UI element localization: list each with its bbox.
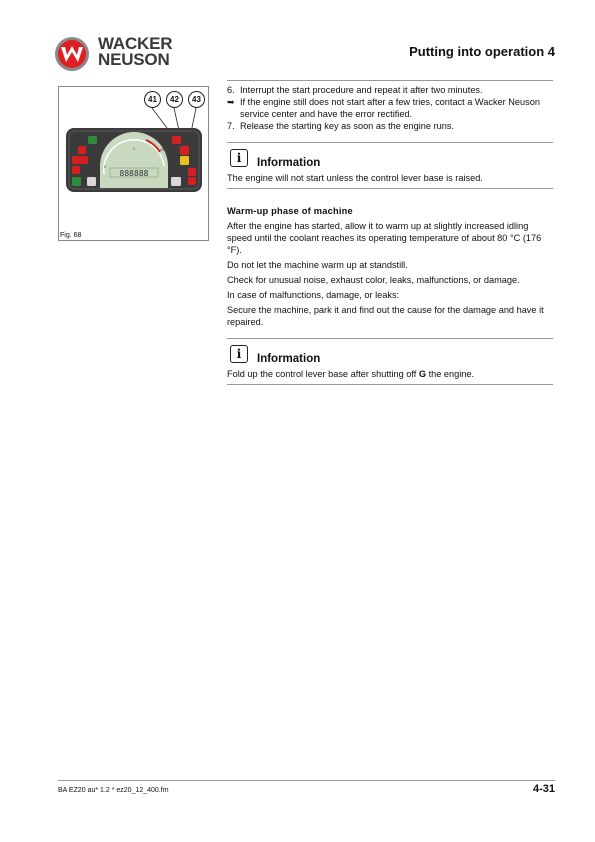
information-text: The engine will not start unless the control lever base is raised. <box>227 173 483 183</box>
list-item: 7. Release the starting key as soon as the engine runs. <box>227 121 454 131</box>
information-title: Information <box>257 353 321 365</box>
footer-divider <box>58 780 555 781</box>
paragraph: Do not let the machine warm up at standstill. <box>227 260 408 270</box>
paragraph: In case of malfunctions, damage, or leaks: <box>227 290 400 300</box>
paragraph: After the engine has started, allow it to warm up at slightly increased idling speed until the coolant reaches its operating temperature of about 80 °C (176 °F). <box>227 221 542 255</box>
figure-caption: Fig. 68 <box>60 232 82 239</box>
svg-text:888888: 888888 <box>119 169 149 178</box>
list-item: 6. Interrupt the start procedure and repeat it after two minutes. <box>227 85 483 95</box>
svg-text:0: 0 <box>104 165 106 169</box>
callout-42: 42 <box>166 91 183 108</box>
instrument-panel-illustration <box>60 88 208 228</box>
page-title: Putting into operation 4 <box>409 44 555 59</box>
svg-text:1: 1 <box>133 147 135 151</box>
section-title: Warm-up phase of machine <box>227 206 353 216</box>
information-icon: i <box>230 149 248 167</box>
brand-name: WACKER NEUSON <box>98 34 173 69</box>
information-title: Information <box>257 157 321 169</box>
information-icon: i <box>230 345 248 363</box>
wacker-neuson-logo-icon <box>54 36 90 72</box>
divider <box>227 338 553 339</box>
list-item: ➥ If the engine still does not start after a few tries, contact a Wacker Neuson service center and have the error rectified. <box>227 97 540 119</box>
footer-document-id: BA EZ20 au* 1.2 * ez20_12_400.fm <box>58 787 169 794</box>
procedure-steps <box>227 84 555 132</box>
paragraph: Check for unusual noise, exhaust color, leaks, malfunctions, or damage. <box>227 275 520 285</box>
divider <box>227 384 553 385</box>
divider <box>227 142 553 143</box>
divider <box>227 188 553 189</box>
warmup-text <box>227 220 555 328</box>
page-number: 4-31 <box>532 783 555 795</box>
callout-43: 43 <box>188 91 205 108</box>
paragraph: Secure the machine, park it and find out the cause for the damage and have it repaired. <box>227 305 544 327</box>
header-divider <box>227 80 553 81</box>
callout-41: 41 <box>144 91 161 108</box>
svg-text:40: 40 <box>160 148 164 152</box>
information-text: Fold up the control lever base after shutting off G the engine. <box>227 369 475 379</box>
